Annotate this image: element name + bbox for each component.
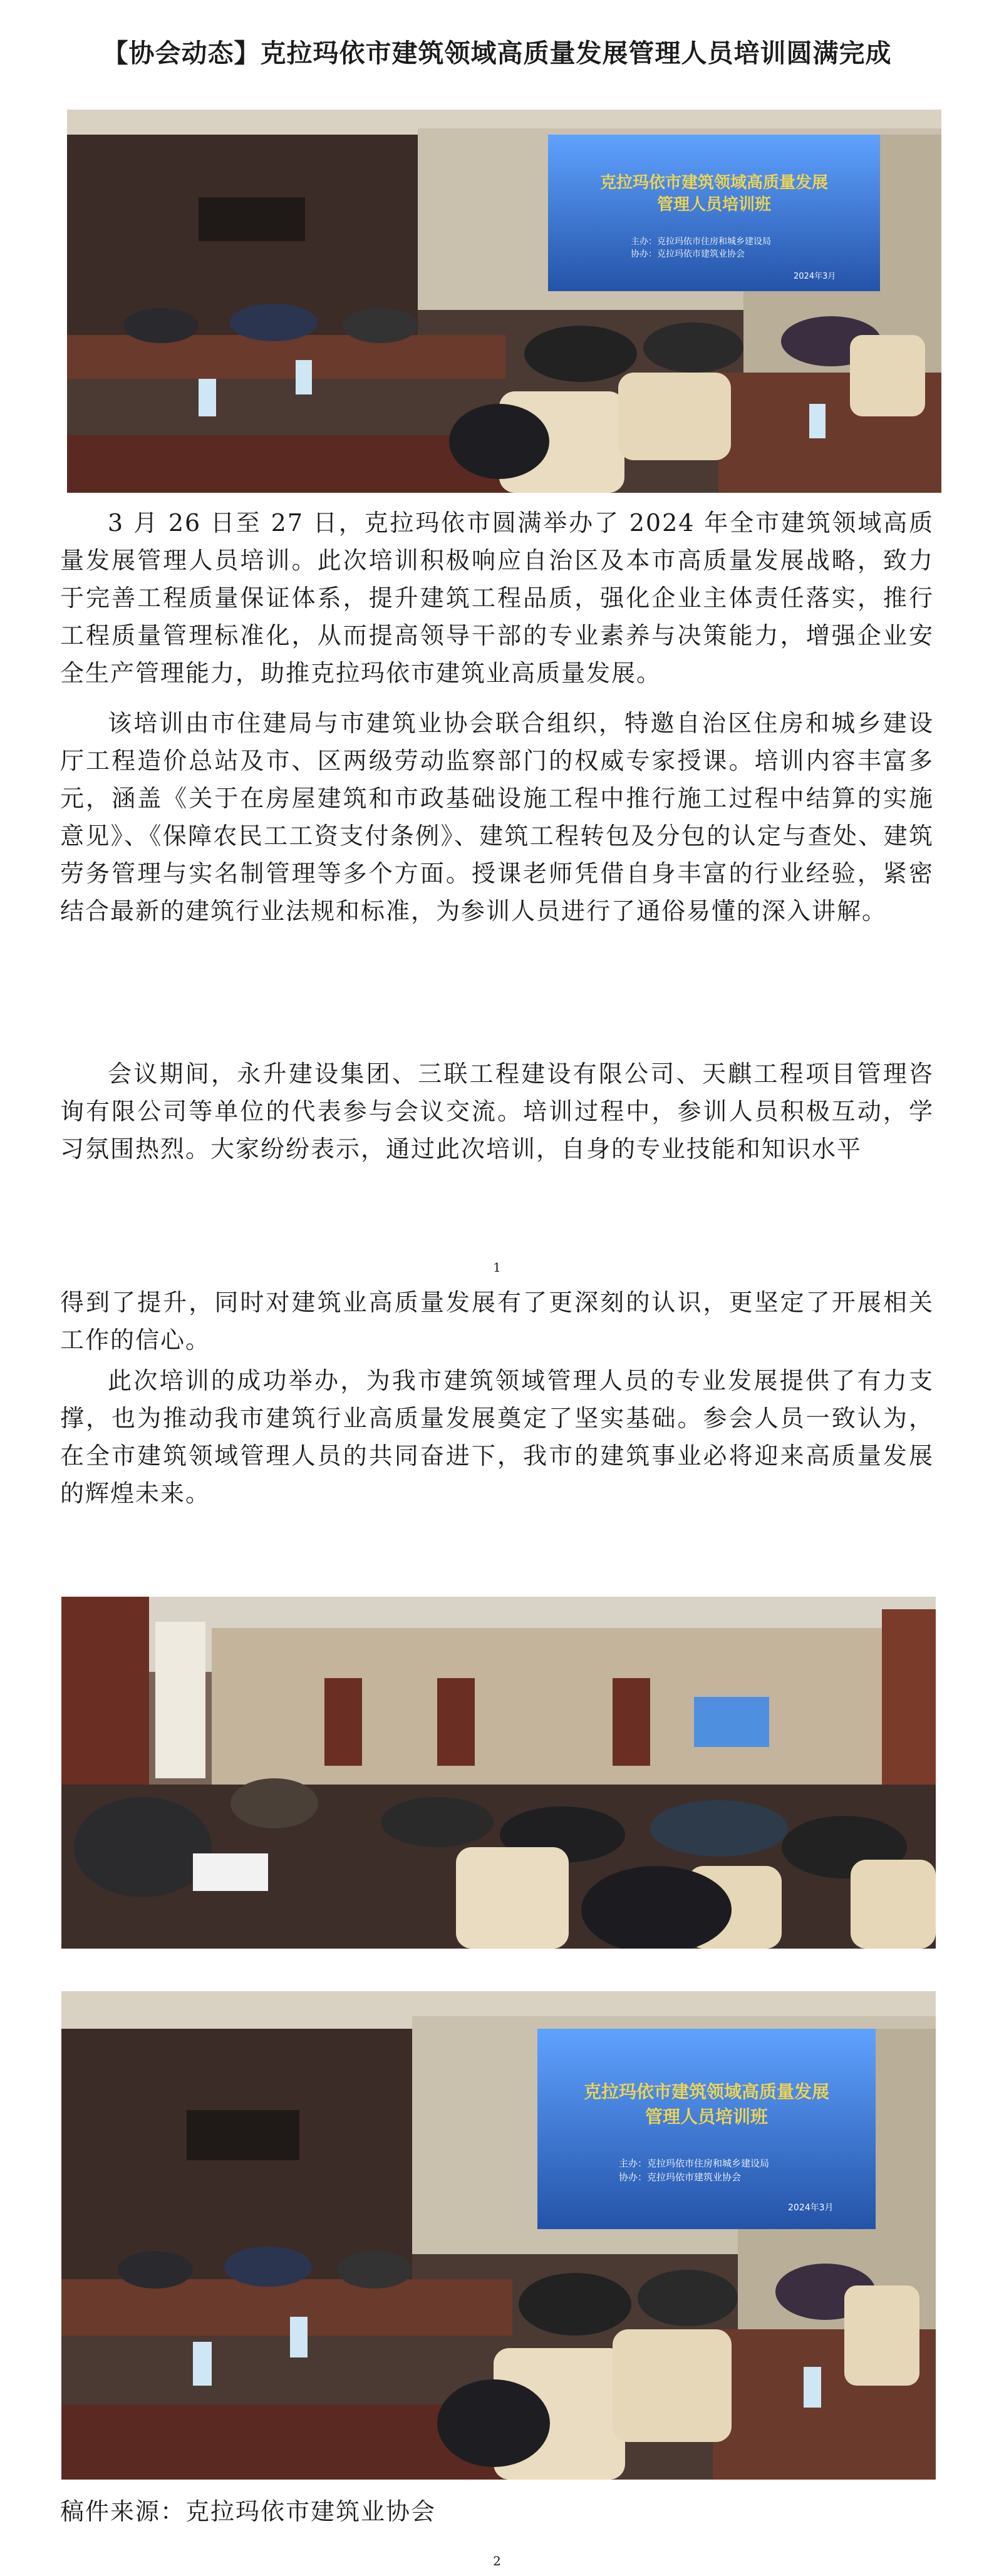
slide-host: 主办：克拉玛依市住房和城乡建设局	[631, 237, 771, 247]
meeting-photo-1	[67, 110, 941, 493]
slide-title-line1-repeat: 克拉玛依市建筑领域高质量发展	[583, 2081, 830, 2102]
slide-date: 2024年3月	[794, 272, 836, 281]
paragraph-1: 3 月 26 日至 27 日，克拉玛依市圆满举办了 2024 年全市建筑领域高质量发展管理人员培训。此次培训积极响应自治区及本市高质量发展战略，致力于完善工程质量保证体系，提升建筑工程品质，强化企业主体责任落实，推行工程质量管理标准化，从而提高领导干部的专业素养与决策能力，增强企业安全生产管理能力，助推克拉玛依市建筑业高质量发展。	[60, 509, 934, 687]
meeting-photo-2	[61, 1597, 936, 1949]
page-number-2: 2	[493, 2553, 501, 2568]
slide-host-repeat: 主办：克拉玛依市住房和城乡建设局	[619, 2158, 770, 2169]
slide-co: 协办：克拉玛依市建筑业协会	[631, 249, 745, 259]
article-title: 【协会动态】克拉玛依市建筑领域高质量发展管理人员培训圆满完成	[102, 38, 892, 68]
slide-title-line2-repeat: 管理人员培训班	[645, 2106, 769, 2127]
slide-title-line1: 克拉玛依市建筑领域高质量发展	[599, 173, 829, 192]
paragraph-3: 会议期间，永升建设集团、三联工程建设有限公司、天麒工程项目管理咨询有限公司等单位的代表参与会议交流。培训过程中，参训人员积极互动，学习氛围热烈。大家纷纷表示，通过此次培训，自身的专业技能和知识水平	[60, 1060, 934, 1163]
paragraph-4: 此次培训的成功举办，为我市建筑领域管理人员的专业发展提供了有力支撑，也为推动我市建筑行业高质量发展奠定了坚实基础。参会人员一致认为，在全市建筑领域管理人员的共同奋进下，我市的建筑事业必将迎来高质量发展的辉煌未来。	[60, 1367, 934, 1507]
page-number-1: 1	[493, 1260, 501, 1275]
slide-co-repeat: 协办：克拉玛依市建筑业协会	[619, 2172, 742, 2183]
slide-date-repeat: 2024年3月	[788, 2203, 834, 2213]
article-source: 稿件来源：克拉玛依市建筑业协会	[60, 2498, 437, 2525]
paragraph-3-continued: 得到了提升，同时对建筑业高质量发展有了更深刻的认识，更坚定了开展相关工作的信心。	[60, 1289, 934, 1354]
paragraph-2: 该培训由市住建局与市建筑业协会联合组织，特邀自治区住房和城乡建设厅工程造价总站及市、区两级劳动监察部门的权威专家授课。培训内容丰富多元，涵盖《关于在房屋建筑和市政基础设施工程中推行施工过程中结算的实施意见》、《保障农民工工资支付条例》、建筑工程转包及分包的认定与查处、建筑劳务管理与实名制管理等多个方面。授课老师凭借自身丰富的行业经验，紧密结合最新的建筑行业法规和标准，为参训人员进行了通俗易懂的深入讲解。	[60, 709, 934, 925]
slide-title-line2: 管理人员培训班	[656, 195, 772, 214]
meeting-photo-3	[61, 1991, 936, 2480]
